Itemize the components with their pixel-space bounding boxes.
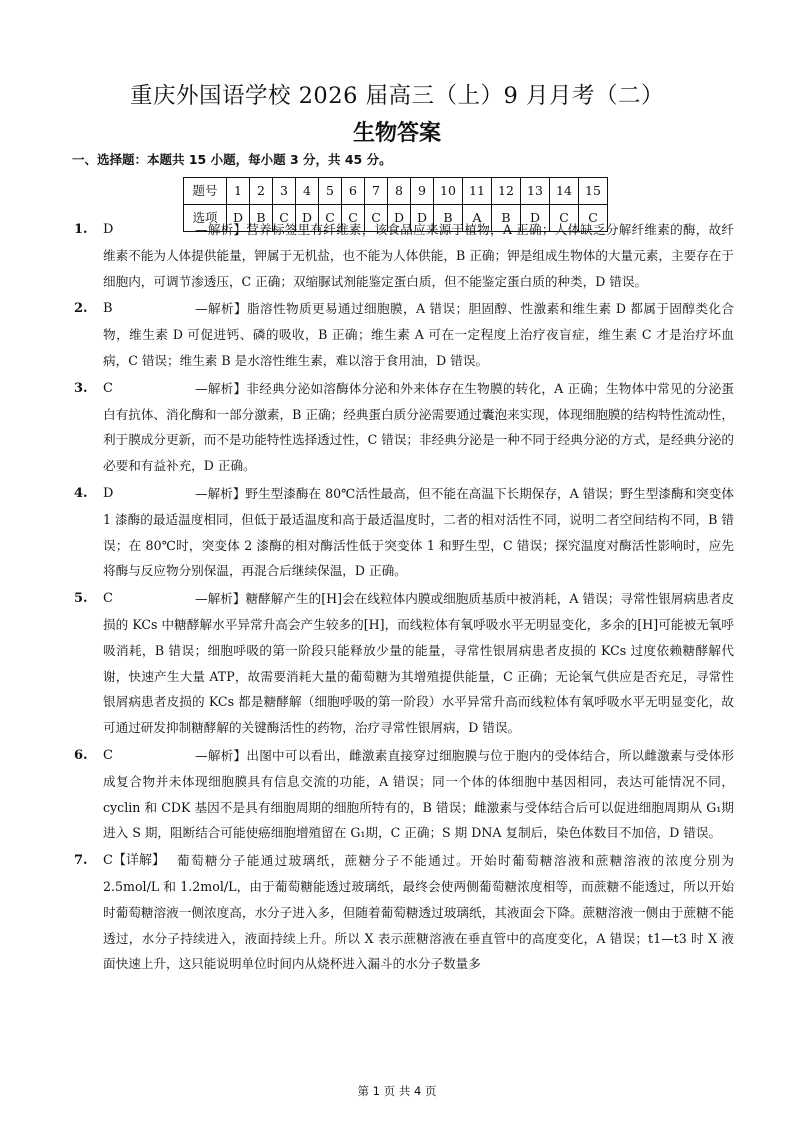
table-cell-answer: D: [227, 204, 250, 231]
item-answer: C: [103, 591, 113, 607]
table-header-cell: 选项: [184, 204, 227, 231]
table-cell-answer: C: [550, 204, 579, 231]
table-cell-answer: C: [342, 204, 365, 231]
list-item: [74, 296, 734, 373]
table-cell-answer: B: [250, 204, 273, 231]
item-answer: C: [103, 747, 113, 763]
page-title: 重庆外国语学校 2026 届高三（上）9 月月考（二）: [129, 83, 665, 109]
table-cell-number: 6: [342, 178, 365, 205]
table-cell-number: 10: [434, 178, 463, 205]
table-cell-answer: B: [434, 204, 463, 231]
item-answer: D: [103, 222, 114, 237]
table-cell-answer: D: [411, 204, 434, 231]
item-number: 7.: [74, 853, 88, 869]
item-answer: D: [103, 485, 114, 501]
table-cell-number: 5: [319, 178, 342, 205]
item-explanation: —解析】脂溶性物质更易通过细胞膜，A 错误；胆固醇、性激素和维生素 D 都属于固醇类化合物，维生素 D 可促进钙、磷的吸收，B 正确；维生素 A 可在一定程度上治疗夜盲症，维生素 C 才是治疗坏血病，C 错误；维生素 B 是水溶性维生素，难以溶于食用油，D 错误。: [103, 301, 734, 368]
item-number: 3.: [74, 380, 88, 396]
item-number: 1.: [74, 222, 88, 237]
table-cell-number: 3: [273, 178, 296, 205]
item-explanation: —解析】非经典分泌如溶酶体分泌和外来体存在生物膜的转化，A 正确；生物体中常见的分泌蛋白有抗体、消化酶和一部分激素，B 正确；经典蛋白质分泌需要通过囊泡来实现，体现细胞膜的结构特性流动性，利于膜成分更新，而不是功能特性选择透过性，C 错误；非经典分泌是一种不同于经典分泌的方式，是经典分泌的必要和有益补充，D 正确。: [103, 380, 734, 474]
item-answer: C: [103, 380, 113, 396]
item-answer: B: [103, 301, 113, 317]
table-cell-answer: A: [463, 204, 492, 231]
table-cell-number: 11: [463, 178, 492, 205]
item-explanation: 葡萄糖分子能通过玻璃纸，蔗糖分子不能通过。开始时葡萄糖溶液和蔗糖溶液的浓度分别为 2.5mol/L 和 1.2mol/L，由于葡萄糖能透过玻璃纸，最终会使两侧葡萄糖浓度相等，而蔗糖不能透过，所以开始时葡萄糖溶液一侧浓度高，水分子进入多，但随着葡萄糖透过玻璃纸，其液面会下降。蔗糖溶液一侧由于蔗糖不能透过，水分子持续进入，液面持续上升。所以 X 表示蔗糖溶液在垂直管中的高度变化，A 错误；t1—t3 时 X 液面快速上升，这只能说明单位时间内从烧杯进入漏斗的水分子数量多: [103, 853, 734, 972]
list-item: [74, 376, 734, 479]
table-cell-answer: C: [273, 204, 296, 231]
table-cell-number: 15: [579, 178, 608, 205]
item-number: 6.: [74, 747, 88, 763]
table-cell-answer: C: [365, 204, 388, 231]
item-explanation: —解析】野生型漆酶在 80℃活性最高，但不能在高温下长期保存，A 错误；野生型漆酶和突变体 1 漆酶的最适温度相同，但低于最适温度和高于最适温度时，二者的相对活性不同，说明二者空间结构不同，B 错误；在 80℃时，突变体 2 漆酶的相对酶活性低于突变体 1 和野生型，C 错误；探究温度对酶活性影响时，应先将酶与反应物分别保温，再混合后继续保温，D 正确。: [103, 485, 734, 579]
table-cell-number: 8: [388, 178, 411, 205]
item-number: 2.: [74, 301, 88, 317]
table-cell-answer: D: [388, 204, 411, 231]
table-cell-answer: C: [319, 204, 342, 231]
table-cell-number: 4: [296, 178, 319, 205]
table-cell-answer: D: [521, 204, 550, 231]
page-subtitle: 生物答案: [352, 121, 441, 146]
item-number: 5.: [74, 591, 88, 607]
list-item: [74, 848, 734, 977]
section-heading: 一、选择题：本题共 15 小题，每小题 3 分，共 45 分。: [72, 152, 392, 167]
table-cell-number: 2: [250, 178, 273, 205]
item-answer: C【详解】: [103, 853, 165, 869]
table-cell-number: 1: [227, 178, 250, 205]
table-cell-number: 12: [492, 178, 521, 205]
item-number: 4.: [74, 485, 88, 501]
list-item: [74, 217, 734, 294]
table-cell-number: 13: [521, 178, 550, 205]
item-explanation: —解析】出图中可以看出，雌激素直接穿过细胞膜与位于胞内的受体结合，所以雌激素与受体形成复合物并未体现细胞膜具有信息交流的功能，A 错误；同一个体的体细胞中基因相同，表达可能情况不同，cyclin 和 CDK 基因不是具有细胞周期的细胞所特有的，B 错误；雌激素与受体结合后可以促进细胞周期从 G₁期进入 S 期，阻断结合可能使癌细胞增殖留在 G₁期，C 正确；S 期 DNA 复制后，染色体数目不加倍，D 错误。: [103, 747, 734, 841]
item-explanation: —解析】营养标签里有纤维素，该食品应来源于植物，A 正确；人体缺乏分解纤维素的酶，故纤维素不能为人体提供能量，钾属于无机盐，也不能为人体供能，B 正确；钾是组成生物体的大量元素，主要存在于细胞内，可调节渗透压，C 正确；双缩脲试剂能鉴定蛋白质，但不能鉴定蛋白质的种类，D 错误。: [103, 222, 734, 289]
table-row-numbers: [184, 178, 608, 205]
list-item: [74, 743, 734, 846]
table-cell-number: 7: [365, 178, 388, 205]
list-item: [74, 586, 734, 741]
list-item: [74, 481, 734, 584]
table-cell-answer: B: [492, 204, 521, 231]
table-cell-number: 9: [411, 178, 434, 205]
page-footer: 第 1 页 共 4 页: [357, 1084, 437, 1098]
item-explanation: —解析】糖酵解产生的[H]会在线粒体内膜或细胞质基质中被消耗，A 错误；寻常性银屑病患者皮损的 KCs 中糖酵解水平异常升高会产生较多的[H]，而线粒体有氧呼吸水平无明显变化，多余的[H]可能被无氧呼吸消耗，B 错误；细胞呼吸的第一阶段只能释放少量的能量，寻常性银屑病患者皮损的 KCs 过度依赖糖酵解代谢，快速产生大量 ATP，故需要消耗大量的葡萄糖为其增殖提供能量，C 正确；无论氧气供应是否充足，寻常性银屑病患者皮损的 KCs 都是糖酵解（细胞呼吸的第一阶段）水平异常升高而线粒体有氧呼吸水平无明显变化，故可通过研发抑制糖酵解的关键酶活性的药物，治疗寻常性银屑病，D 错误。: [103, 591, 734, 736]
table-cell-answer: D: [296, 204, 319, 231]
table-header-cell: 题号: [184, 178, 227, 205]
table-cell-number: 14: [550, 178, 579, 205]
table-cell-answer: C: [579, 204, 608, 231]
answer-list: [74, 217, 734, 979]
